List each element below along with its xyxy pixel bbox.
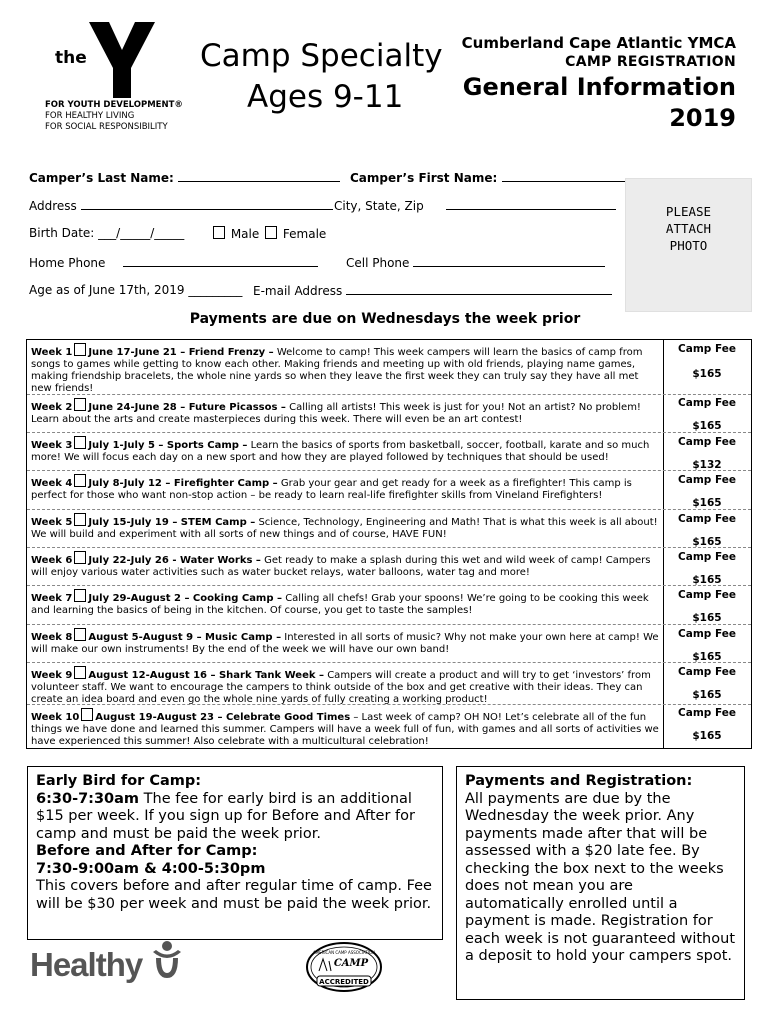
aca-accredited-text: ACCREDITED	[319, 978, 369, 986]
fee-label: Camp Fee	[678, 628, 736, 640]
female-checkbox[interactable]	[265, 226, 277, 239]
payments-heading: Payments are due on Wednesdays the week prior	[189, 311, 581, 327]
before-after-time: 7:30-9:00am & 4:00-5:30pm	[36, 860, 266, 877]
week-row	[27, 510, 663, 541]
fee-amount: $165	[692, 497, 722, 509]
fee-label: Camp Fee	[678, 436, 736, 448]
ymca-y-icon	[87, 18, 157, 100]
general-info-heading: General Information	[462, 73, 736, 101]
week-label: Week 6	[31, 555, 73, 566]
week-fee	[663, 589, 751, 624]
week-separator	[27, 470, 751, 471]
week-fee	[663, 551, 751, 586]
fee-amount: $165	[692, 689, 722, 701]
fee-label: Camp Fee	[678, 589, 736, 601]
fee-amount: $165	[692, 651, 722, 663]
email-label: E-mail Address	[253, 284, 343, 298]
fee-label: Camp Fee	[678, 397, 736, 409]
home-phone-label: Home Phone	[29, 256, 106, 270]
week-description: Calling all chefs! Grab your spoons! We’re going to be cooking this week and learning the basics of being in the kitchen. Of course, you get to taste the samples!	[31, 593, 649, 616]
fee-amount: $165	[692, 420, 722, 432]
week-title: August 19-August 23 – Celebrate Good Times	[95, 712, 351, 723]
first-name-field[interactable]	[350, 170, 626, 185]
early-bird-box	[27, 766, 443, 940]
fee-amount: $165	[692, 612, 722, 624]
before-after-heading: Before and After for Camp:	[36, 843, 258, 859]
title-line1: Camp Specialty	[200, 38, 443, 74]
week-checkbox[interactable]	[74, 398, 86, 411]
fee-label: Camp Fee	[678, 551, 736, 563]
week-row	[27, 395, 663, 426]
week-fee	[663, 513, 751, 548]
email-field[interactable]	[253, 283, 612, 298]
aca-assoc-text: AMERICAN CAMP ASSOCIATION	[312, 950, 376, 955]
fee-label: Camp Fee	[678, 513, 736, 525]
female-label: Female	[282, 227, 327, 241]
week-checkbox[interactable]	[74, 589, 86, 602]
week-label: Week 9	[31, 670, 73, 681]
birth-date-label: Birth Date: ___/_____/_____	[29, 226, 185, 240]
birth-date-field[interactable]	[29, 226, 184, 240]
logo-ymca-text: YMCA	[131, 59, 149, 81]
address-field[interactable]	[29, 198, 333, 213]
healthy-u-logo	[30, 940, 184, 984]
week-description: Science, Technology, Engineering and Math! That is what this week is all about! We will build and experiment with all sorts of new things and of course, HAVE FUN!	[31, 517, 658, 540]
week-title: July 1-July 5 – Sports Camp –	[88, 440, 248, 451]
week-checkbox[interactable]	[74, 436, 86, 449]
week-row	[27, 340, 663, 395]
week-label: Week 1	[31, 347, 73, 358]
early-bird-time: 6:30-7:30am	[36, 790, 140, 807]
week-fee	[663, 666, 751, 701]
payments-box-heading: Payments and Registration:	[465, 773, 693, 789]
city-field[interactable]	[334, 198, 616, 213]
healthy-text: Healthy	[30, 946, 143, 983]
week-row	[27, 548, 663, 579]
org-sub: CAMP REGISTRATION	[565, 54, 736, 70]
week-checkbox[interactable]	[74, 513, 86, 526]
week-fee	[663, 397, 751, 432]
photo-line1: PLEASE	[665, 204, 712, 219]
fee-label: Camp Fee	[678, 666, 736, 678]
week-checkbox[interactable]	[74, 628, 86, 641]
ymca-logo	[45, 18, 155, 98]
week-fee	[663, 474, 751, 509]
org-name: Cumberland Cape Atlantic YMCA	[461, 34, 736, 52]
week-checkbox[interactable]	[81, 708, 93, 721]
fee-amount: $165	[692, 574, 722, 586]
aca-badge-icon	[305, 941, 383, 993]
last-name-field[interactable]	[29, 170, 340, 185]
cell-phone-field[interactable]	[346, 255, 605, 270]
last-name-label: Camper’s Last Name:	[29, 171, 174, 185]
fee-amount: $132	[692, 459, 722, 471]
week-description: – Last week of camp? OH NO! Let’s celebrate all of the fun things we have done and learned this summer. Campers will have a week full of fun, with games and all sorts of activities we have experienced this summer! Also celebrate with a multicultural celebration!	[31, 712, 659, 747]
week-label: Week 8	[31, 632, 73, 643]
attach-photo-box	[625, 178, 752, 312]
weeks-table	[26, 339, 752, 749]
male-checkbox[interactable]	[213, 226, 225, 239]
home-phone-field[interactable]	[29, 255, 318, 270]
week-description: Get ready to make a splash during this wet and wild week of camp! Campers will enjoy various water activities such as water bucket relays, water balloons, water tag and more!	[31, 555, 651, 578]
fee-label: Camp Fee	[678, 474, 736, 486]
week-description: Learn the basics of sports from basketball, soccer, football, karate and so much more! We will focus each day on a new sport and how they are played followed by techniques that should be used!	[31, 440, 650, 463]
week-separator	[27, 432, 751, 433]
photo-line2: ATTACH	[665, 221, 712, 236]
week-title: June 24-June 28 – Future Picassos –	[88, 402, 286, 413]
logo-tagline	[45, 100, 183, 133]
week-row	[27, 625, 663, 656]
week-separator	[27, 394, 751, 395]
week-checkbox[interactable]	[74, 666, 86, 679]
age-label: Age as of June 17th, 2019 _________	[29, 283, 243, 297]
week-row	[27, 705, 663, 748]
aca-camp-text: CAMP	[333, 958, 369, 969]
week-separator	[27, 662, 751, 663]
week-description: Calling all artists! This week is just for you! Not an artist? No problem! Learn about the arts and create masterpieces during this week. There will even be an art contest!	[31, 402, 641, 425]
week-title: August 5-August 9 – Music Camp –	[88, 632, 282, 643]
fee-label: Camp Fee	[678, 343, 736, 355]
week-title: July 15-July 19 – STEM Camp –	[88, 517, 256, 528]
tagline-1: FOR YOUTH DEVELOPMENT®	[45, 100, 183, 110]
week-title: July 22-July 26 - Water Works –	[88, 555, 261, 566]
week-checkbox[interactable]	[74, 474, 86, 487]
fee-amount: $165	[692, 730, 722, 742]
cell-phone-label: Cell Phone	[346, 256, 410, 270]
week-separator	[27, 585, 751, 586]
week-description: Grab your gear and get ready for a week as a firefighter! This camp is perfect for those who want non-stop action – be ready to learn real-life firefighter skills from Vineland Firefighters!	[31, 478, 632, 501]
week-fee	[663, 628, 751, 663]
title-line2: Ages 9-11	[247, 79, 404, 115]
aca-accredited-badge	[305, 941, 383, 993]
early-bird-desc: The fee for early bird is an additional $15 per week. If you sign up for Before and After for camp and must be paid the week prior.	[36, 790, 415, 842]
early-bird-text	[36, 791, 434, 844]
week-row	[27, 433, 663, 464]
fee-label: Camp Fee	[678, 707, 736, 719]
week-row	[27, 471, 663, 502]
week-label: Week 4	[31, 478, 73, 489]
week-description: Campers will create a product and will try to get ‘investors’ from volunteer staff. We want to encourage the campers to think outside of the box and get creative with their ideas. They can create an idea board and even go the whole nine yards of fully creating a working product!	[31, 670, 651, 705]
week-title: July 29-August 2 – Cooking Camp –	[88, 593, 282, 604]
week-fee	[663, 436, 751, 471]
gender-options	[211, 226, 326, 241]
week-separator	[27, 509, 751, 510]
before-after-desc: This covers before and after regular time of camp. Fee will be $30 per week and must be paid the week prior.	[36, 878, 432, 912]
week-separator	[27, 704, 751, 705]
payments-registration-box	[456, 766, 745, 1000]
healthy-u-figure-icon	[150, 940, 184, 982]
week-separator	[27, 547, 751, 548]
male-label: Male	[230, 227, 260, 241]
week-checkbox[interactable]	[74, 343, 86, 356]
early-bird-heading: Early Bird for Camp:	[36, 773, 202, 789]
week-row	[27, 586, 663, 617]
tagline-2: FOR HEALTHY LIVING	[45, 111, 135, 121]
week-checkbox[interactable]	[74, 551, 86, 564]
week-label: Week 7	[31, 593, 73, 604]
week-label: Week 2	[31, 402, 73, 413]
week-title: July 8-July 12 – Firefighter Camp –	[88, 478, 278, 489]
week-label: Week 3	[31, 440, 73, 451]
logo-the: the	[55, 48, 87, 68]
age-field[interactable]	[29, 283, 242, 297]
week-label: Week 5	[31, 517, 73, 528]
photo-line3: PHOTO	[669, 238, 708, 253]
week-separator	[27, 624, 751, 625]
city-label: City, State, Zip	[334, 199, 424, 213]
first-name-label: Camper’s First Name:	[350, 171, 498, 185]
tagline-3: FOR SOCIAL RESPONSIBILITY	[45, 122, 168, 132]
week-fee	[663, 343, 751, 380]
payments-box-text: All payments are due by the Wednesday the week prior. Any payments made after that will be assessed with a $20 late fee. By checking the box next to the weeks does not mean you are automatically enrolled until a payment is made. Registration for each week is not guaranteed without a deposit to hold your campers spot.	[465, 790, 735, 964]
fee-amount: $165	[692, 536, 722, 548]
week-title: June 17-June 21 – Friend Frenzy –	[88, 347, 274, 358]
week-label: Week 10	[31, 712, 80, 723]
year: 2019	[669, 104, 736, 132]
week-fee	[663, 707, 751, 742]
week-title: August 12-August 16 – Shark Tank Week –	[88, 670, 325, 681]
week-description: Welcome to camp! This week campers will learn the basics of camp from songs to games while getting to know each other. Making friends and meeting up with old friends, playing name games, making friendship bracelets, the whole nine yards so when they leave the first week they can truly say they have all met new friends!	[31, 347, 643, 394]
address-label: Address	[29, 199, 77, 213]
week-description: Interested in all sorts of music? Why not make your own here at camp! We will make our own instruments! By the end of the week we will have our own band!	[31, 632, 659, 655]
week-row	[27, 663, 663, 706]
fee-amount: $165	[692, 368, 722, 380]
